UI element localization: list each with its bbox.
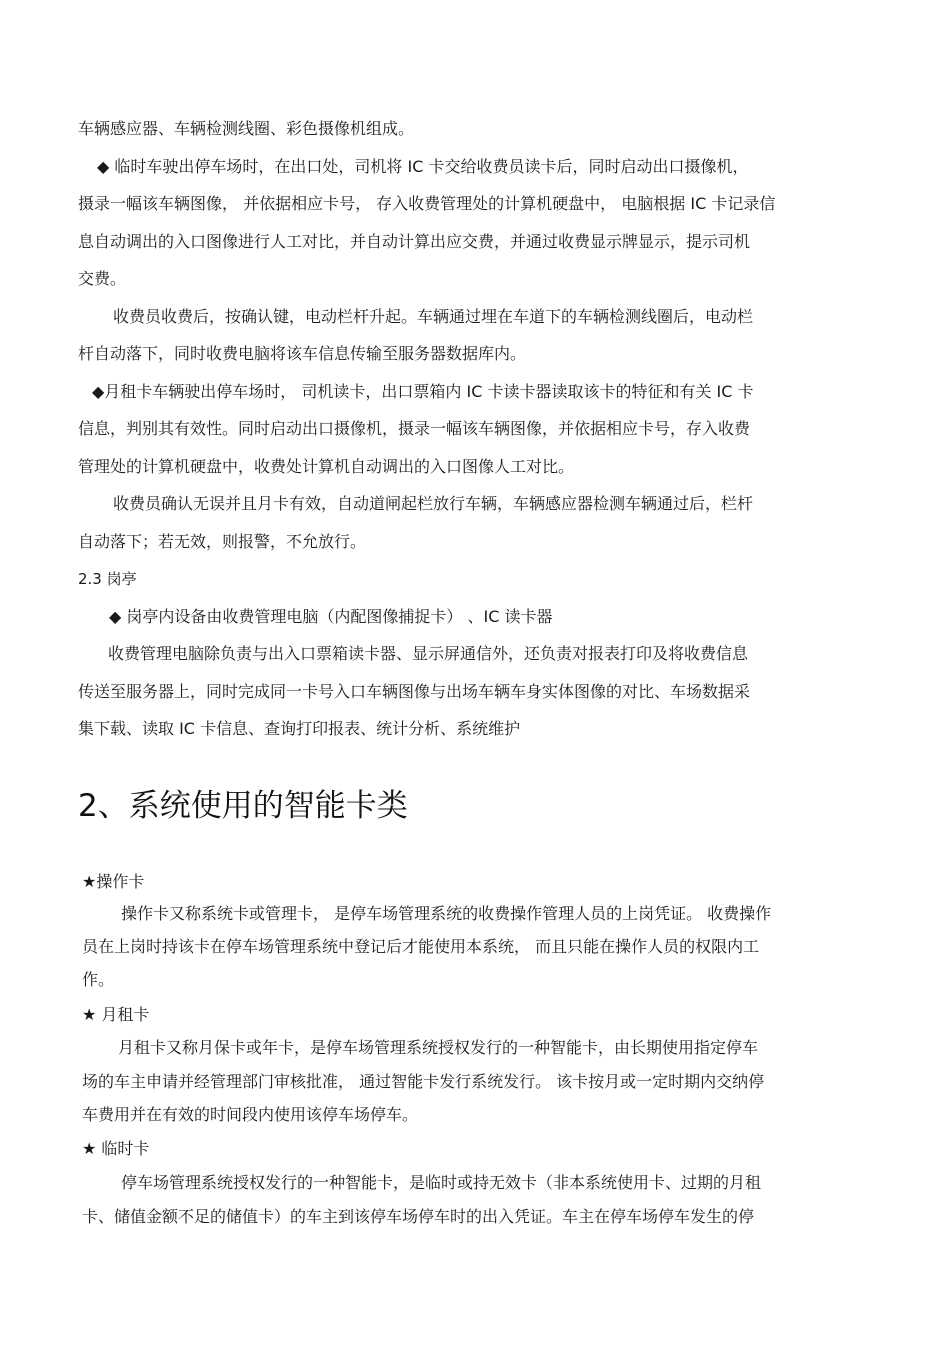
card-title-temporary: ★ 临时卡 <box>82 1139 150 1158</box>
card-title-operation: ★操作卡 <box>82 872 145 891</box>
bullet-line: ◆ 临时车驶出停车场时，在出口处，司机将 IC 卡交给收费员读卡后，同时启动出口摄像机， <box>97 157 749 176</box>
body-line: 管理处的计算机硬盘中，收费处计算机自动调出的入口图像人工对比。 <box>78 457 575 476</box>
body-line: 操作卡又称系统卡或管理卡， 是停车场管理系统的收费操作管理人员的上岗凭证。 收费操作 <box>121 904 772 923</box>
body-line: 卡、储值金额不足的储值卡）的车主到该停车场停车时的出入凭证。车主在停车场停车发生的停 <box>82 1207 755 1226</box>
section-heading: 2、系统使用的智能卡类 <box>78 788 408 824</box>
body-line: 收费员收费后，按确认键，电动栏杆升起。车辆通过埋在车道下的车辆检测线圈后，电动栏 <box>113 307 754 326</box>
body-line: 息自动调出的入口图像进行人工对比，并自动计算出应交费，并通过收费显示牌显示，提示司机 <box>78 232 751 251</box>
card-title-monthly: ★ 月租卡 <box>82 1005 150 1024</box>
body-line: 杆自动落下，同时收费电脑将该车信息传输至服务器数据库内。 <box>78 344 527 363</box>
body-line: 收费员确认无误并且月卡有效，自动道闸起栏放行车辆，车辆感应器检测车辆通过后，栏杆 <box>113 494 754 513</box>
body-line: 员在上岗时持该卡在停车场管理系统中登记后才能使用本系统， 而且只能在操作人员的权限内工 <box>82 937 760 956</box>
body-line: 收费管理电脑除负责与出入口票箱读卡器、显示屏通信外，还负责对报表打印及将收费信息 <box>108 644 749 663</box>
section-label: 2.3 岗亭 <box>78 570 137 588</box>
bullet-line: ◆ 岗亭内设备由收费管理电脑（内配图像捕捉卡） 、IC 读卡器 <box>109 607 553 626</box>
body-line: 作。 <box>82 970 115 989</box>
body-line: 车费用并在有效的时间段内使用该停车场停车。 <box>82 1105 419 1124</box>
body-line: 场的车主申请并经管理部门审核批准， 通过智能卡发行系统发行。 该卡按月或一定时期内交纳停 <box>82 1072 765 1091</box>
body-line: 停车场管理系统授权发行的一种智能卡，是临时或持无效卡（非本系统使用卡、过期的月租 <box>121 1173 762 1192</box>
body-line: 信息，判别其有效性。同时启动出口摄像机，摄录一幅该车辆图像，并依据相应卡号，存入收费 <box>78 419 751 438</box>
body-line: 传送至服务器上，同时完成同一卡号入口车辆图像与出场车辆车身实体图像的对比、车场数据采 <box>78 682 751 701</box>
body-line: 集下载、读取 IC 卡信息、查询打印报表、统计分析、系统维护 <box>78 719 521 738</box>
body-line: 摄录一幅该车辆图像， 并依据相应卡号， 存入收费管理处的计算机硬盘中， 电脑根据 IC 卡记录信 <box>78 194 776 213</box>
body-line: 自动落下；若无效，则报警，不允放行。 <box>78 532 367 551</box>
body-line: 月租卡又称月保卡或年卡，是停车场管理系统授权发行的一种智能卡，由长期使用指定停车 <box>118 1038 759 1057</box>
body-line: 交费。 <box>78 269 127 288</box>
bullet-line: ◆月租卡车辆驶出停车场时， 司机读卡，出口票箱内 IC 卡读卡器读取该卡的特征和有关 IC 卡 <box>92 382 754 401</box>
body-line: 车辆感应器、车辆检测线圈、彩色摄像机组成。 <box>78 119 415 138</box>
